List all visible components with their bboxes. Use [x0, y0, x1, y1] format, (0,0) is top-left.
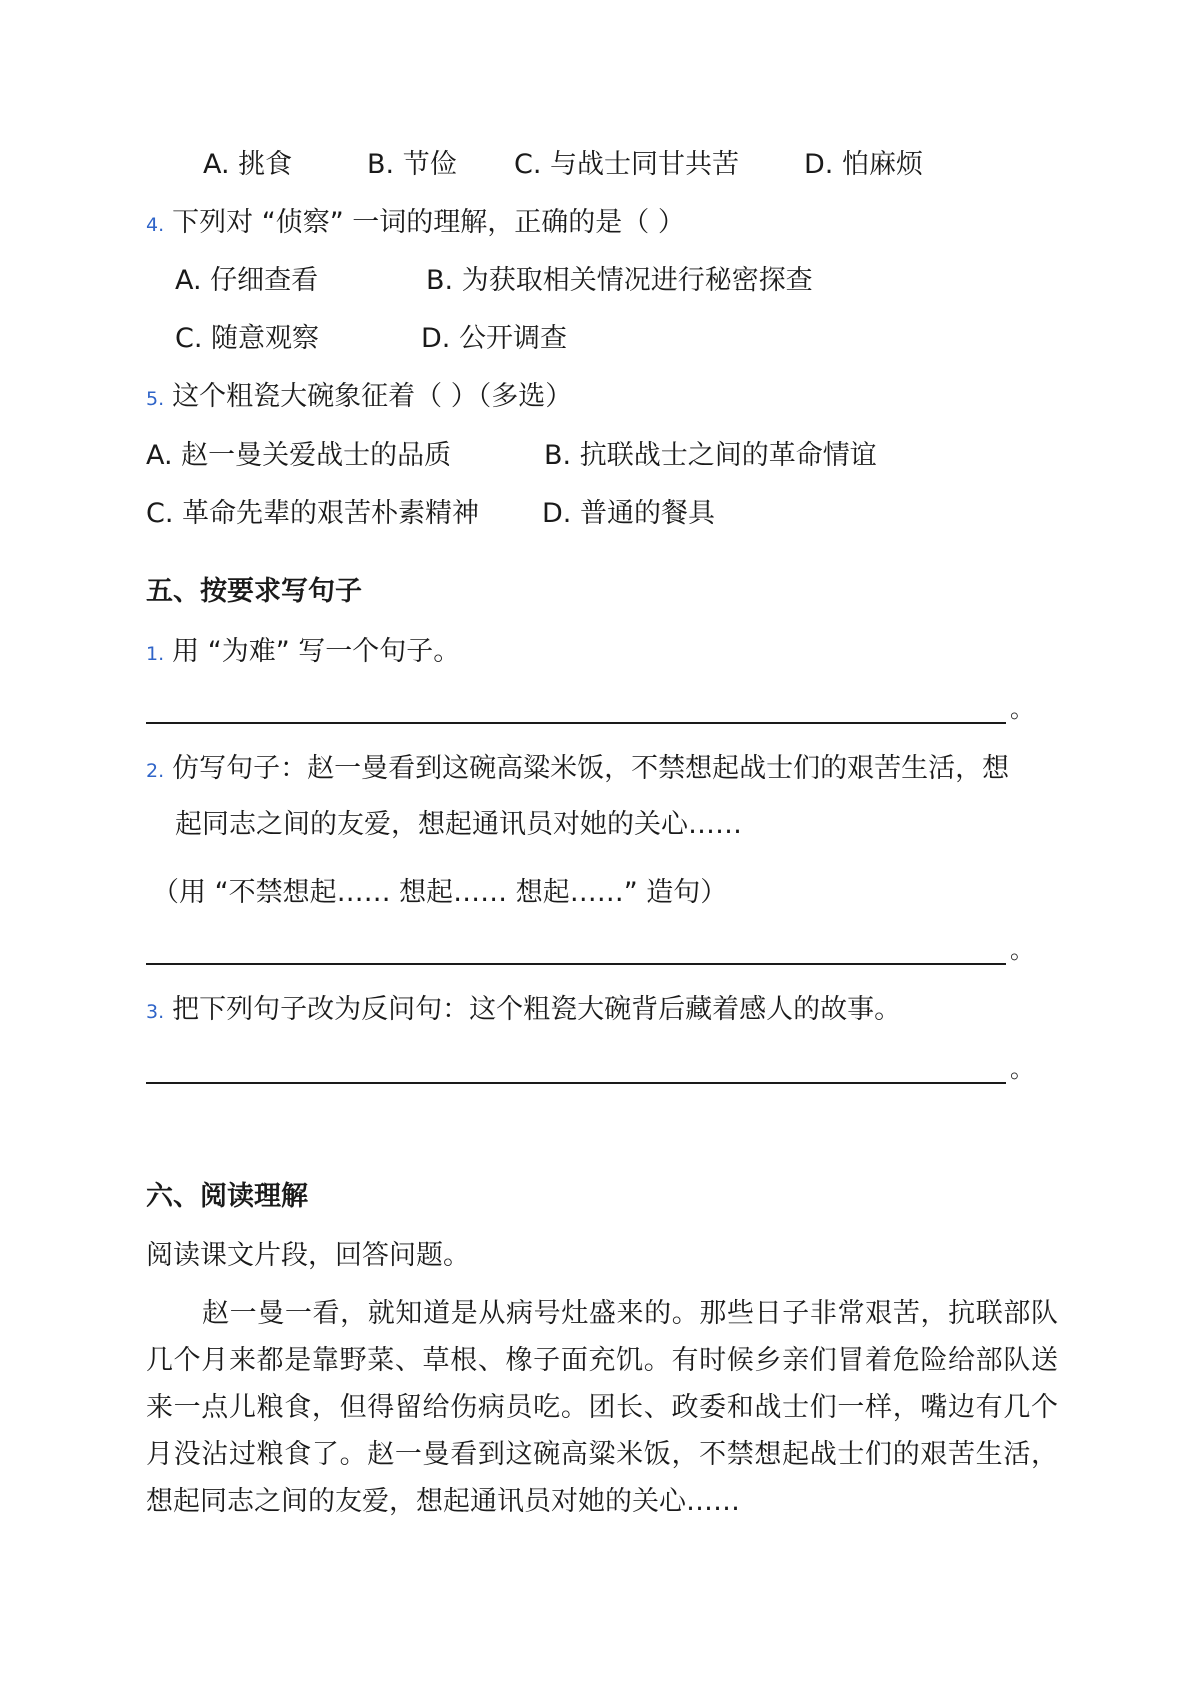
s5-q2-line-2	[175, 805, 742, 845]
q4-option-c: C. 随意观察	[175, 323, 320, 354]
answer-rule	[146, 1082, 1006, 1084]
q5-option-b: B. 抗联战士之间的革命情谊	[544, 440, 877, 471]
q4-question	[146, 203, 685, 245]
s5-q2-line-1	[146, 749, 1009, 791]
q4-option-a: A. 仔细查看	[175, 265, 319, 296]
q5-option-d: D. 普通的餐具	[542, 498, 715, 529]
s5-q2-text-line-2: 起同志之间的友爱，想起通讯员对她的关心……	[175, 809, 742, 840]
q4-number: 4.	[146, 214, 165, 236]
q3-option-d: D. 怕麻烦	[804, 149, 923, 180]
s5-q3-text: 把下列句子改为反问句：这个粗瓷大碗背后藏着感人的故事。	[172, 994, 902, 1025]
answer-rule	[146, 963, 1006, 965]
s5-q2-answer-line[interactable]	[146, 927, 1034, 967]
q3-option-a: A. 挑食	[203, 149, 293, 180]
s5-q3-answer-line[interactable]	[146, 1046, 1034, 1086]
q3-option-c: C. 与战士同甘共苦	[514, 149, 740, 180]
period-mark: 。	[1010, 1055, 1034, 1083]
s5-q1-answer-line[interactable]	[146, 686, 1034, 726]
q3-option-b: B. 节俭	[367, 149, 457, 180]
q5-option-a: A. 赵一曼关爱战士的品质	[146, 440, 452, 471]
s5-q3-number: 3.	[146, 1001, 165, 1023]
s5-q3	[146, 990, 901, 1032]
s5-q2-instruction: （用 “不禁想起…… 想起…… 想起……” 造句）	[152, 877, 728, 908]
q4-option-b: B. 为获取相关情况进行秘密探查	[426, 265, 813, 296]
reading-passage: 赵一曼一看，就知道是从病号灶盛来的。那些日子非常艰苦，抗联部队几个月来都是靠野菜、草根、橡子面充饥。有时候乡亲们冒着危险给部队送来一点儿粮食，但得留给伤病员吃。团长、政委和战士们一样，嘴边有几个月没沾过粮食了。赵一曼看到这碗高粱米饭，不禁想起战士们的艰苦生活，想起同志之间的友爱，想起通讯员对她的关心……	[146, 1298, 1058, 1517]
q5-option-c: C. 革命先辈的艰苦朴素精神	[146, 498, 480, 529]
s5-q2-text-line-1: 仿写句子：赵一曼看到这碗高粱米饭，不禁想起战士们的艰苦生活，想	[172, 753, 1010, 784]
answer-rule	[146, 722, 1006, 724]
s5-q1-text: 用 “为难” 写一个句子。	[172, 636, 461, 667]
s5-q1	[146, 632, 460, 674]
period-mark: 。	[1010, 936, 1034, 964]
q4-text: 下列对 “侦察” 一词的理解，正确的是（ ）	[172, 207, 685, 238]
q5-question	[146, 377, 572, 419]
s5-q1-number: 1.	[146, 643, 165, 665]
q5-text: 这个粗瓷大碗象征着（ ）（多选）	[172, 381, 573, 412]
q4-option-d: D. 公开调查	[421, 323, 567, 354]
period-mark: 。	[1010, 695, 1034, 723]
s5-q2-number: 2.	[146, 760, 165, 782]
section-6-title: 六、阅读理解	[146, 1181, 308, 1212]
section-6-intro: 阅读课文片段，回答问题。	[146, 1240, 470, 1271]
section-5-title: 五、按要求写句子	[146, 576, 362, 607]
q5-number: 5.	[146, 388, 165, 410]
